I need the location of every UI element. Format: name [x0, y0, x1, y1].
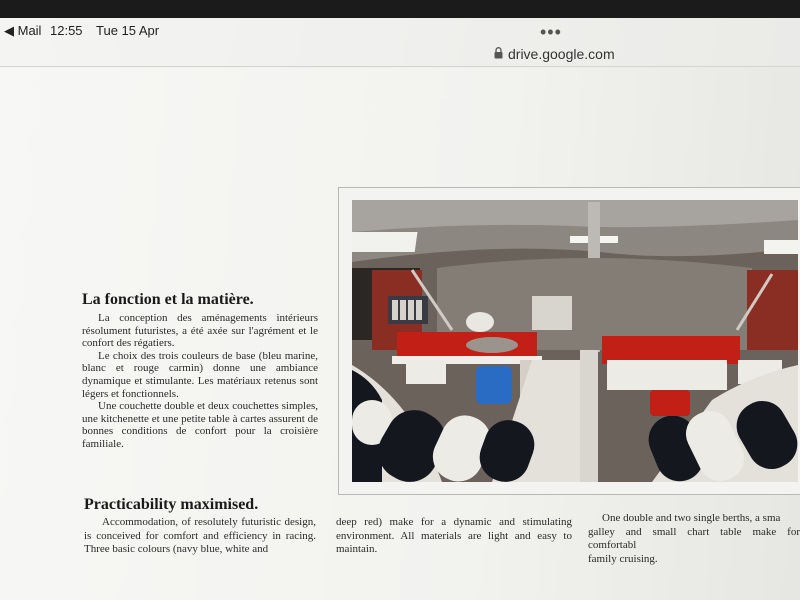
cabin-photo: [352, 200, 798, 482]
french-paragraph: Une couchette double et deux couchettes simples, une kitchenette et une petite table à cartes assurent de bonnes conditions de confort pour la croisière familiale.: [82, 400, 318, 450]
english-column-3: One double and two single berths, a sma galley and small chart table make for comfortabl family cruising.: [588, 512, 800, 565]
french-body: [82, 312, 318, 451]
back-to-mail-link[interactable]: ◀ Mail: [4, 23, 42, 38]
french-paragraph: La conception des aménagements intérieurs résolument futuristes, a été axée sur l'agrément et le confort des régatiers.: [82, 312, 318, 350]
english-heading: Practicability maximised.: [84, 496, 259, 513]
url-text[interactable]: drive.google.com: [508, 46, 615, 62]
address-bar[interactable]: [0, 44, 800, 68]
toolbar-divider: [0, 66, 800, 67]
lock-icon: [494, 47, 503, 59]
status-bar: [0, 18, 800, 44]
english-column-1: Accommodation, of resolutely futuristic design, is conceived for comfort and efficiency in racing. Three basic colours (navy blue, white and: [84, 516, 316, 555]
status-date: Tue 15 Apr: [96, 23, 160, 38]
status-time: 12:55: [50, 23, 83, 38]
more-dots-icon[interactable]: •••: [540, 22, 562, 42]
french-heading: La fonction et la matière.: [82, 291, 254, 308]
french-paragraph: Le choix des trois couleurs de base (bleu marine, blanc et rouge carmin) donne une ambiance dynamique et stimulante. Les matériaux retenus sont légers et fonctionnels.: [82, 349, 318, 400]
english-column-2: deep red) make for a dynamic and stimulating environment. All materials are light and easy to maintain.: [336, 516, 572, 555]
